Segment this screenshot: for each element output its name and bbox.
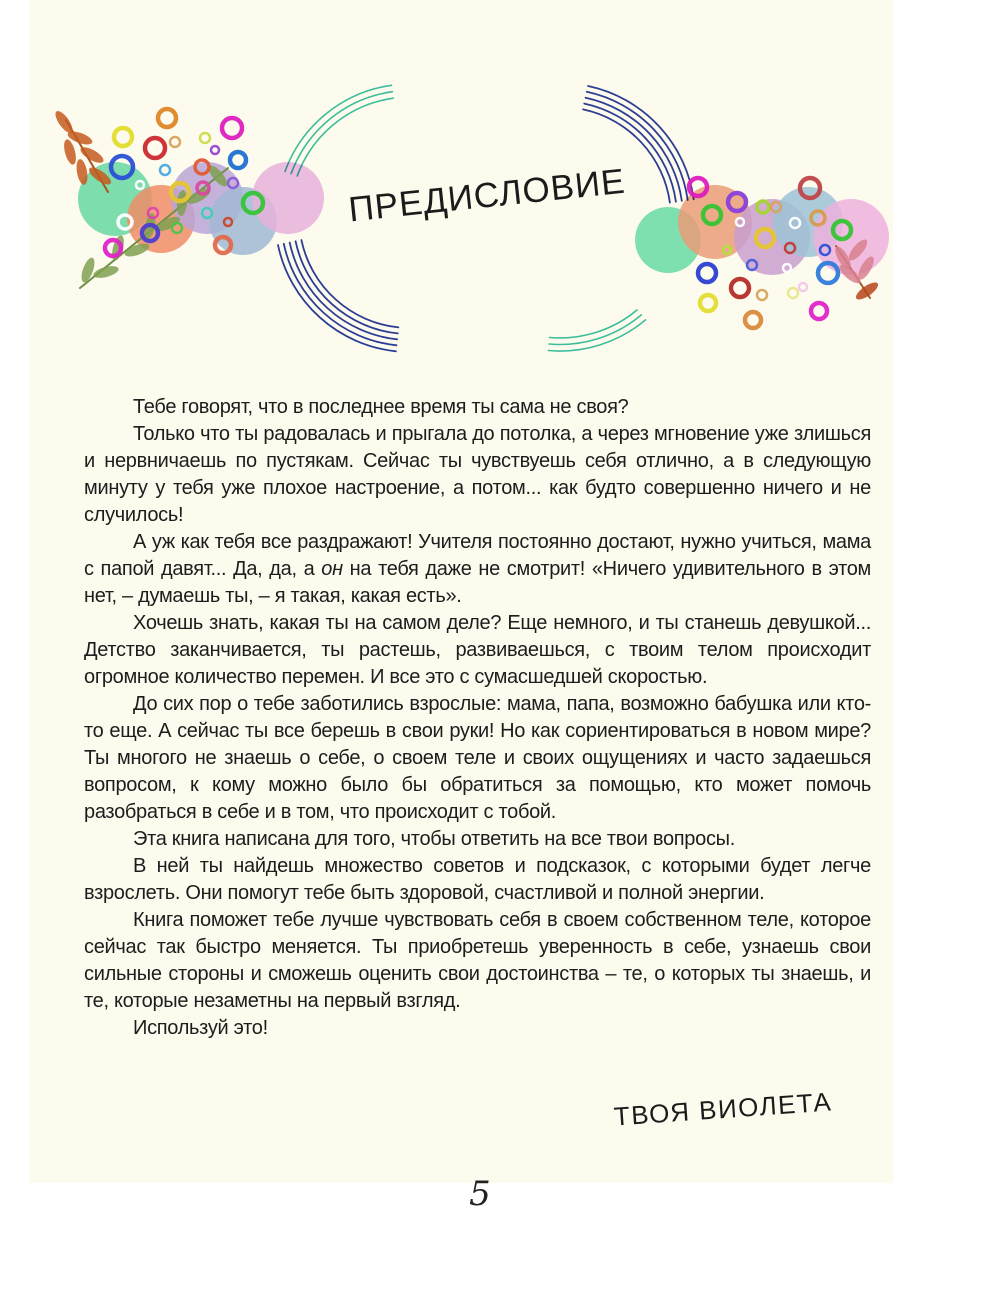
leaf-branch-left-orange <box>52 108 113 192</box>
paragraph: Книга поможет тебе лучше чувствовать себя в своем собственном теле, которое сейчас так быстро меняется. Ты приобретешь уверенность в себе, узнаешь свои сильные стороны и сможешь оценить свои достоинства – те, о которых ты знаешь, и те, которые незаметны на первый взгляд. <box>84 909 871 1012</box>
body-text <box>84 394 871 1042</box>
chapter-title: ПРЕДИСЛОВИЕ <box>346 161 628 230</box>
author-signature: ТВОЯ ВИОЛЕТА <box>612 1086 834 1132</box>
paragraph: Хочешь знать, какая ты на самом деле? Еще немного, и ты станешь девушкой... Детство заканчивается, ты растешь, развиваешься, с твоим телом происходит огромное количество перемен. И все это с сумасшедшей скоростью. <box>84 612 871 688</box>
paragraph: До сих пор о тебе заботились взрослые: мама, папа, возможно бабушка или кто-то еще. А сейчас ты все берешь в свои руки! Но как сориентироваться в новом мире? Ты многого не знаешь о себе, о своем теле и своих ощущениях и часто задаешься вопросом, к кому можно было бы обратиться за помощью, кто может помочь разобраться в себе и в том, что происходит с тобой. <box>84 693 871 823</box>
page-number: 5 <box>469 1174 491 1214</box>
paragraph: Используй это! <box>133 1017 268 1039</box>
paragraph: Эта книга написана для того, чтобы ответить на все твои вопросы. <box>133 828 735 850</box>
paragraph: Тебе говорят, что в последнее время ты сама не своя? <box>133 396 629 418</box>
paragraph: А уж как тебя все раздражают! Учителя постоянно достают, нужно учиться, мама с папой давят... Да, да, а он на тебя даже не смотрит! «Ничего удивительного в этом нет, – думаешь ты, – я такая, какая есть». <box>84 531 871 607</box>
paragraph: Только что ты радовалась и прыгала до потолка, а через мгновение уже злишься и нервничаешь по пустякам. Сейчас ты чувствуешь себя отлично, а в следующую минуту у тебя уже плохое настроение, а потом... как будто совершенно ничего и не случилось! <box>84 423 871 526</box>
paragraph: В ней ты найдешь множество советов и подсказок, с которыми будет легче взрослеть. Они помогут тебе быть здоровой, счастливой и полной энергии. <box>84 855 871 904</box>
